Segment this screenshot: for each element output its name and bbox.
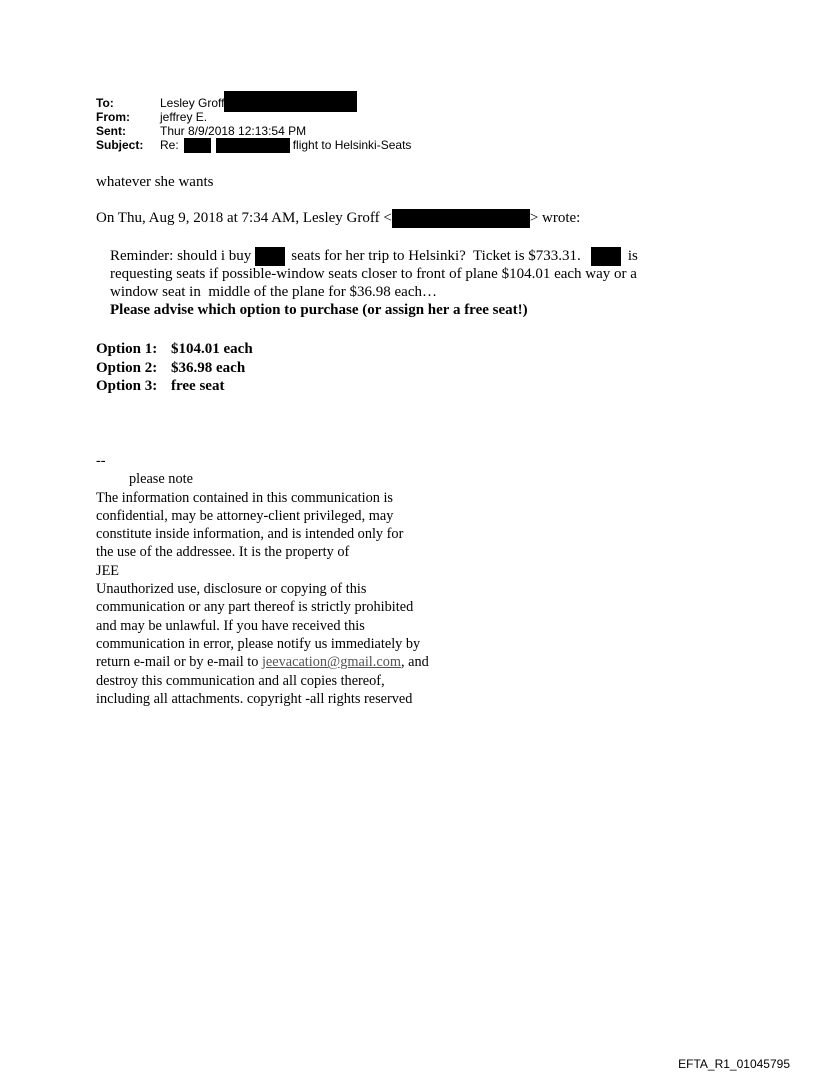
signature-email-line [96, 653, 516, 671]
document-id: EFTA_R1_01045795 [678, 1057, 790, 1071]
subject-row [96, 138, 411, 152]
sent-row [96, 124, 411, 138]
signature-text: , and [400, 654, 429, 671]
from-label: From: [96, 110, 130, 124]
redaction-block [224, 91, 357, 112]
quote-intro-before: On Thu, Aug 9, 2018 at 7:34 AM, Lesley Groff < [96, 210, 392, 226]
to-label: To: [96, 96, 114, 110]
signature-line: confidential, may be attorney-client privileged, may [96, 507, 394, 524]
signature-line: JEE [96, 562, 120, 579]
signature-line: the use of the addressee. It is the property of [96, 544, 350, 561]
quoted-line: Please advise which option to purchase (or assign her a free seat!) [110, 302, 528, 318]
email-signature [96, 452, 516, 708]
redaction-block [184, 138, 211, 153]
sent-value: Thur 8/9/2018 12:13:54 PM [160, 124, 307, 138]
to-row [96, 96, 411, 110]
subject-suffix: flight to Helsinki-Seats [292, 138, 412, 152]
signature-line: communication or any part thereof is strictly prohibited [96, 599, 414, 616]
quoted-line: window seat in middle of the plane for $36.98 each… [110, 284, 437, 300]
signature-text: return e-mail or by e-mail to [96, 654, 262, 671]
subject-prefix: Re: [160, 138, 179, 152]
quoted-line: requesting seats if possible-window seats closer to front of plane $104.01 each way or a [110, 266, 637, 282]
signature-line: destroy this communication and all copies thereof, [96, 672, 385, 689]
quote-intro [96, 209, 580, 228]
option-row [96, 359, 253, 378]
option-label: Option 1: [96, 341, 158, 357]
sent-label: Sent: [96, 124, 126, 138]
reply-text: whatever she wants [96, 174, 214, 190]
quote-intro-after: > wrote: [529, 210, 581, 226]
signature-line: The information contained in this communication is [96, 489, 393, 506]
option-value: free seat [171, 378, 225, 394]
signature-line: and may be unlawful. If you have received this [96, 617, 365, 634]
to-value: Lesley Groff [160, 96, 225, 110]
email-header [96, 96, 411, 152]
signature-line: communication in error, please notify us immediately by [96, 635, 421, 652]
signature-line: including all attachments. copyright -all rights reserved [96, 690, 413, 707]
signature-line: constitute inside information, and is intended only for [96, 526, 404, 543]
quoted-message [110, 247, 710, 319]
quoted-text: seats for her trip to Helsinki? Ticket is $733.31. [291, 248, 581, 264]
option-value: $104.01 each [171, 341, 253, 357]
signature-separator: -- [96, 453, 106, 469]
redaction-block [255, 247, 285, 266]
option-value: $36.98 each [171, 359, 246, 376]
options-list [96, 340, 253, 396]
signature-line: Unauthorized use, disclosure or copying of this [96, 581, 367, 598]
from-value: jeffrey E. [160, 110, 208, 124]
redaction-block [392, 209, 530, 228]
email-link[interactable]: jeevacation@gmail.com [261, 654, 401, 671]
redaction-block [591, 247, 621, 266]
quoted-text: is [627, 248, 638, 264]
option-label: Option 2: [96, 359, 158, 376]
quoted-text: Reminder: should i buy [110, 248, 252, 264]
subject-label: Subject: [96, 138, 144, 152]
quoted-line [110, 247, 710, 265]
signature-note: please note [129, 471, 193, 488]
from-row [96, 110, 411, 124]
redaction-block [216, 138, 290, 153]
option-row [96, 377, 253, 396]
option-row [96, 340, 253, 359]
option-label: Option 3: [96, 378, 158, 394]
